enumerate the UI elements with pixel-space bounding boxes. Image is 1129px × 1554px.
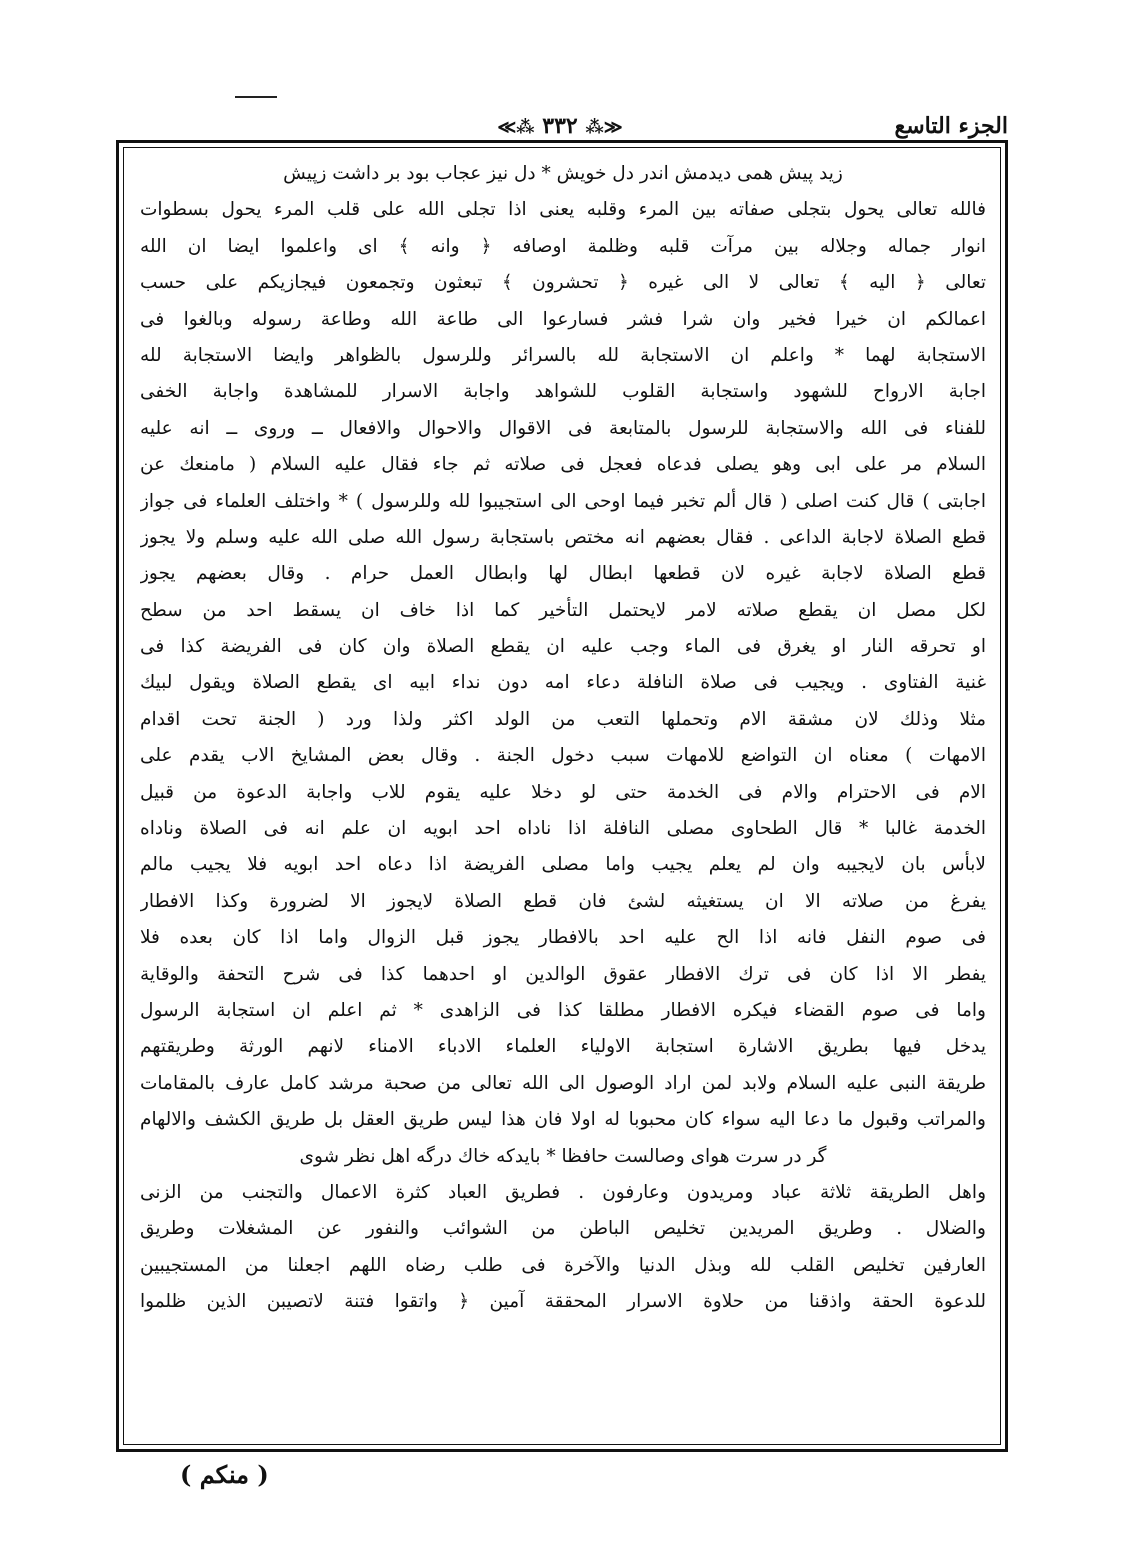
text-line: يفرغ من صلاته الا ان يستغيثه لشئ فان قطع الصلاة لايجوز الا لضرورة وكذا الافطار (140, 890, 986, 912)
text-line: العارفين تخليص القلب لله وبذل الدنيا والآخرة فى طلب رضاه اللهم اجعلنا من المستجيبين (140, 1254, 986, 1276)
text-line: الاستجابة لهما * واعلم ان الاستجابة لله بالسرائر وللرسول بالظواهر وايضا الاستجابة لله (140, 344, 986, 366)
page-number-block (440, 110, 680, 142)
text-line: قطع الصلاة لاجابة الداعى . فقال بعضهم انه مختص باستجابة رسول الله صلى الله عليه وسلم ولا يجوز (140, 526, 986, 548)
text-line: فالله تعالى يحول بتجلى صفاته بين المرء وقلبه يعنى اذا تجلى الله على قلب المرء يحول بسطوات (140, 199, 986, 221)
text-line: يفطر الا اذا كان فى ترك الافطار عقوق الوالدين او احدهما كذا فى شرح التحفة والوقاية (140, 963, 986, 985)
main-text-block (140, 156, 986, 1440)
text-line: واما فى صوم القضاء فيكره الافطار مطلقا كذا فى الزاهدى * ثم اعلم ان استجابة الرسول (140, 999, 986, 1021)
text-line: الام فى الاحترام والام فى الخدمة حتى لو دخلا عليه يقوم للاب واجابة الدعوة من قبيل (140, 781, 986, 803)
text-line: اجابة الارواح للشهود واستجابة القلوب للشواهد واجابة الاسرار للمشاهدة واجابة الخفى (140, 381, 986, 403)
text-line: مثلا وذلك لان مشقة الام وتحملها التعب من الولد اكثر ولذا ورد ( الجنة تحت اقدام (140, 708, 986, 730)
text-line: اجابتى ) قال كنت اصلى ( قال ألم تخبر فيما اوحى الى استجيبوا لله وللرسول ) * واختلف العلماء فى جواز (140, 490, 986, 512)
text-line: او تحرقه النار او يغرق فى الماء وجب عليه ان يقطع الصلاة وان كان فى الفريضة كذا فى (140, 636, 986, 658)
verse-line: زيد پيش همى ديدمش اندر دل خويش * دل نيز عجاب بود بر داشت زپيش (283, 163, 843, 184)
text-line: لابأس بان لايجيبه وان لم يعلم يجيب واما مصلى الفريضة اذا دعاه احد ابويه فلا يجيب مالم (140, 854, 986, 876)
page-number: ٣٣٢ (542, 113, 578, 139)
right-ornament-icon: ⁂≫ (585, 117, 623, 138)
top-rule-mark (235, 96, 277, 98)
text-line: اعمالكم ان خيرا فخير وان شرا فشر فسارعوا الى طاعة الله وطاعة رسوله وبالغوا فى (140, 308, 986, 330)
text-line: واهل الطريقة ثلاثة عباد ومريدون وعارفون . فطريق العباد كثرة الاعمال والتجنب من الزنى (140, 1181, 986, 1203)
text-line: والضلال . وطريق المريدين تخليص الباطن من الشوائب والنفور عن المشغلات وطريق (140, 1218, 986, 1240)
text-line: الامهات ) معناه ان التواضع للامهات سبب دخول الجنة . وقال بعض المشايخ الاب يقدم على (140, 745, 986, 767)
verse-line: گر در سرت هواى وصالست حافظا * بايدكه خاك درگه اهل نظر شوى (299, 1145, 827, 1167)
text-line: انوار جماله وجلاله بين مرآت قلبه وظلمة اوصافه ﴿ وانه ﴾ اى واعلموا ايضا ان الله (140, 235, 986, 257)
running-title: الجزء التاسع (894, 113, 1008, 139)
left-ornament-icon: ≪⁂ (497, 117, 535, 138)
text-line: لكل مصل ان يقطع صلاته لامر لايحتمل التأخير كما اذا خاف ان يسقط احد من سطح (140, 599, 986, 621)
text-line: للدعوة الحقة واذقنا من حلاوة الاسرار المحققة آمين ﴿ واتقوا فتنة لاتصيبن الذين ظلموا (140, 1291, 986, 1313)
text-line: والمراتب وقبول ما دعا اليه سواء كان محبوبا له اولا فان هذا ليس طريق العقل بل طريق الكشف والالهام (140, 1109, 986, 1131)
text-line: تعالى ﴿ اليه ﴾ تعالى لا الى غيره ﴿ تحشرون ﴾ تبعثون وتجمعون فيجازيكم على حسب (140, 272, 986, 294)
text-line: يدخل فيها بطريق الاشارة استجابة الاولياء العلماء الادباء الامناء لانهم الورثة وطريقتهم (140, 1036, 986, 1058)
text-line: للفناء فى الله والاستجابة للرسول بالمتابعة فى الاقوال والاحوال والافعال ــ وروى ــ انه عليه (140, 417, 986, 439)
text-line: طريقة النبى عليه السلام ولابد لمن اراد الوصول الى الله تعالى من صحبة مرشد كامل عارف بالمقامات (140, 1072, 986, 1094)
text-line: غنية الفتاوى . ويجيب فى صلاة النافلة دعاء امه دون نداء ابيه اى يقطع الصلاة ويقول لبيك (140, 672, 986, 694)
text-line: قطع الصلاة لاجابة غيره لان قطعها ابطال لها وابطال العمل حرام . وقال بعضهم يجوز (140, 563, 986, 585)
text-line: فى صوم النفل فانه اذا الح عليه احد بالافطار يجوز قبل الزوال واما اذا كان بعده فلا (140, 927, 986, 949)
text-line: الخدمة غالبا * قال الطحاوى مصلى النافلة اذا ناداه احد ابويه ان علم انه فى الصلاة وناداه (140, 818, 986, 840)
catchword: ( منكم ) (180, 1460, 269, 1489)
text-line: السلام مر على ابى وهو يصلى فدعاه فعجل فى صلاته ثم جاء فقال عليه السلام ( مامنعك عن (140, 454, 986, 476)
